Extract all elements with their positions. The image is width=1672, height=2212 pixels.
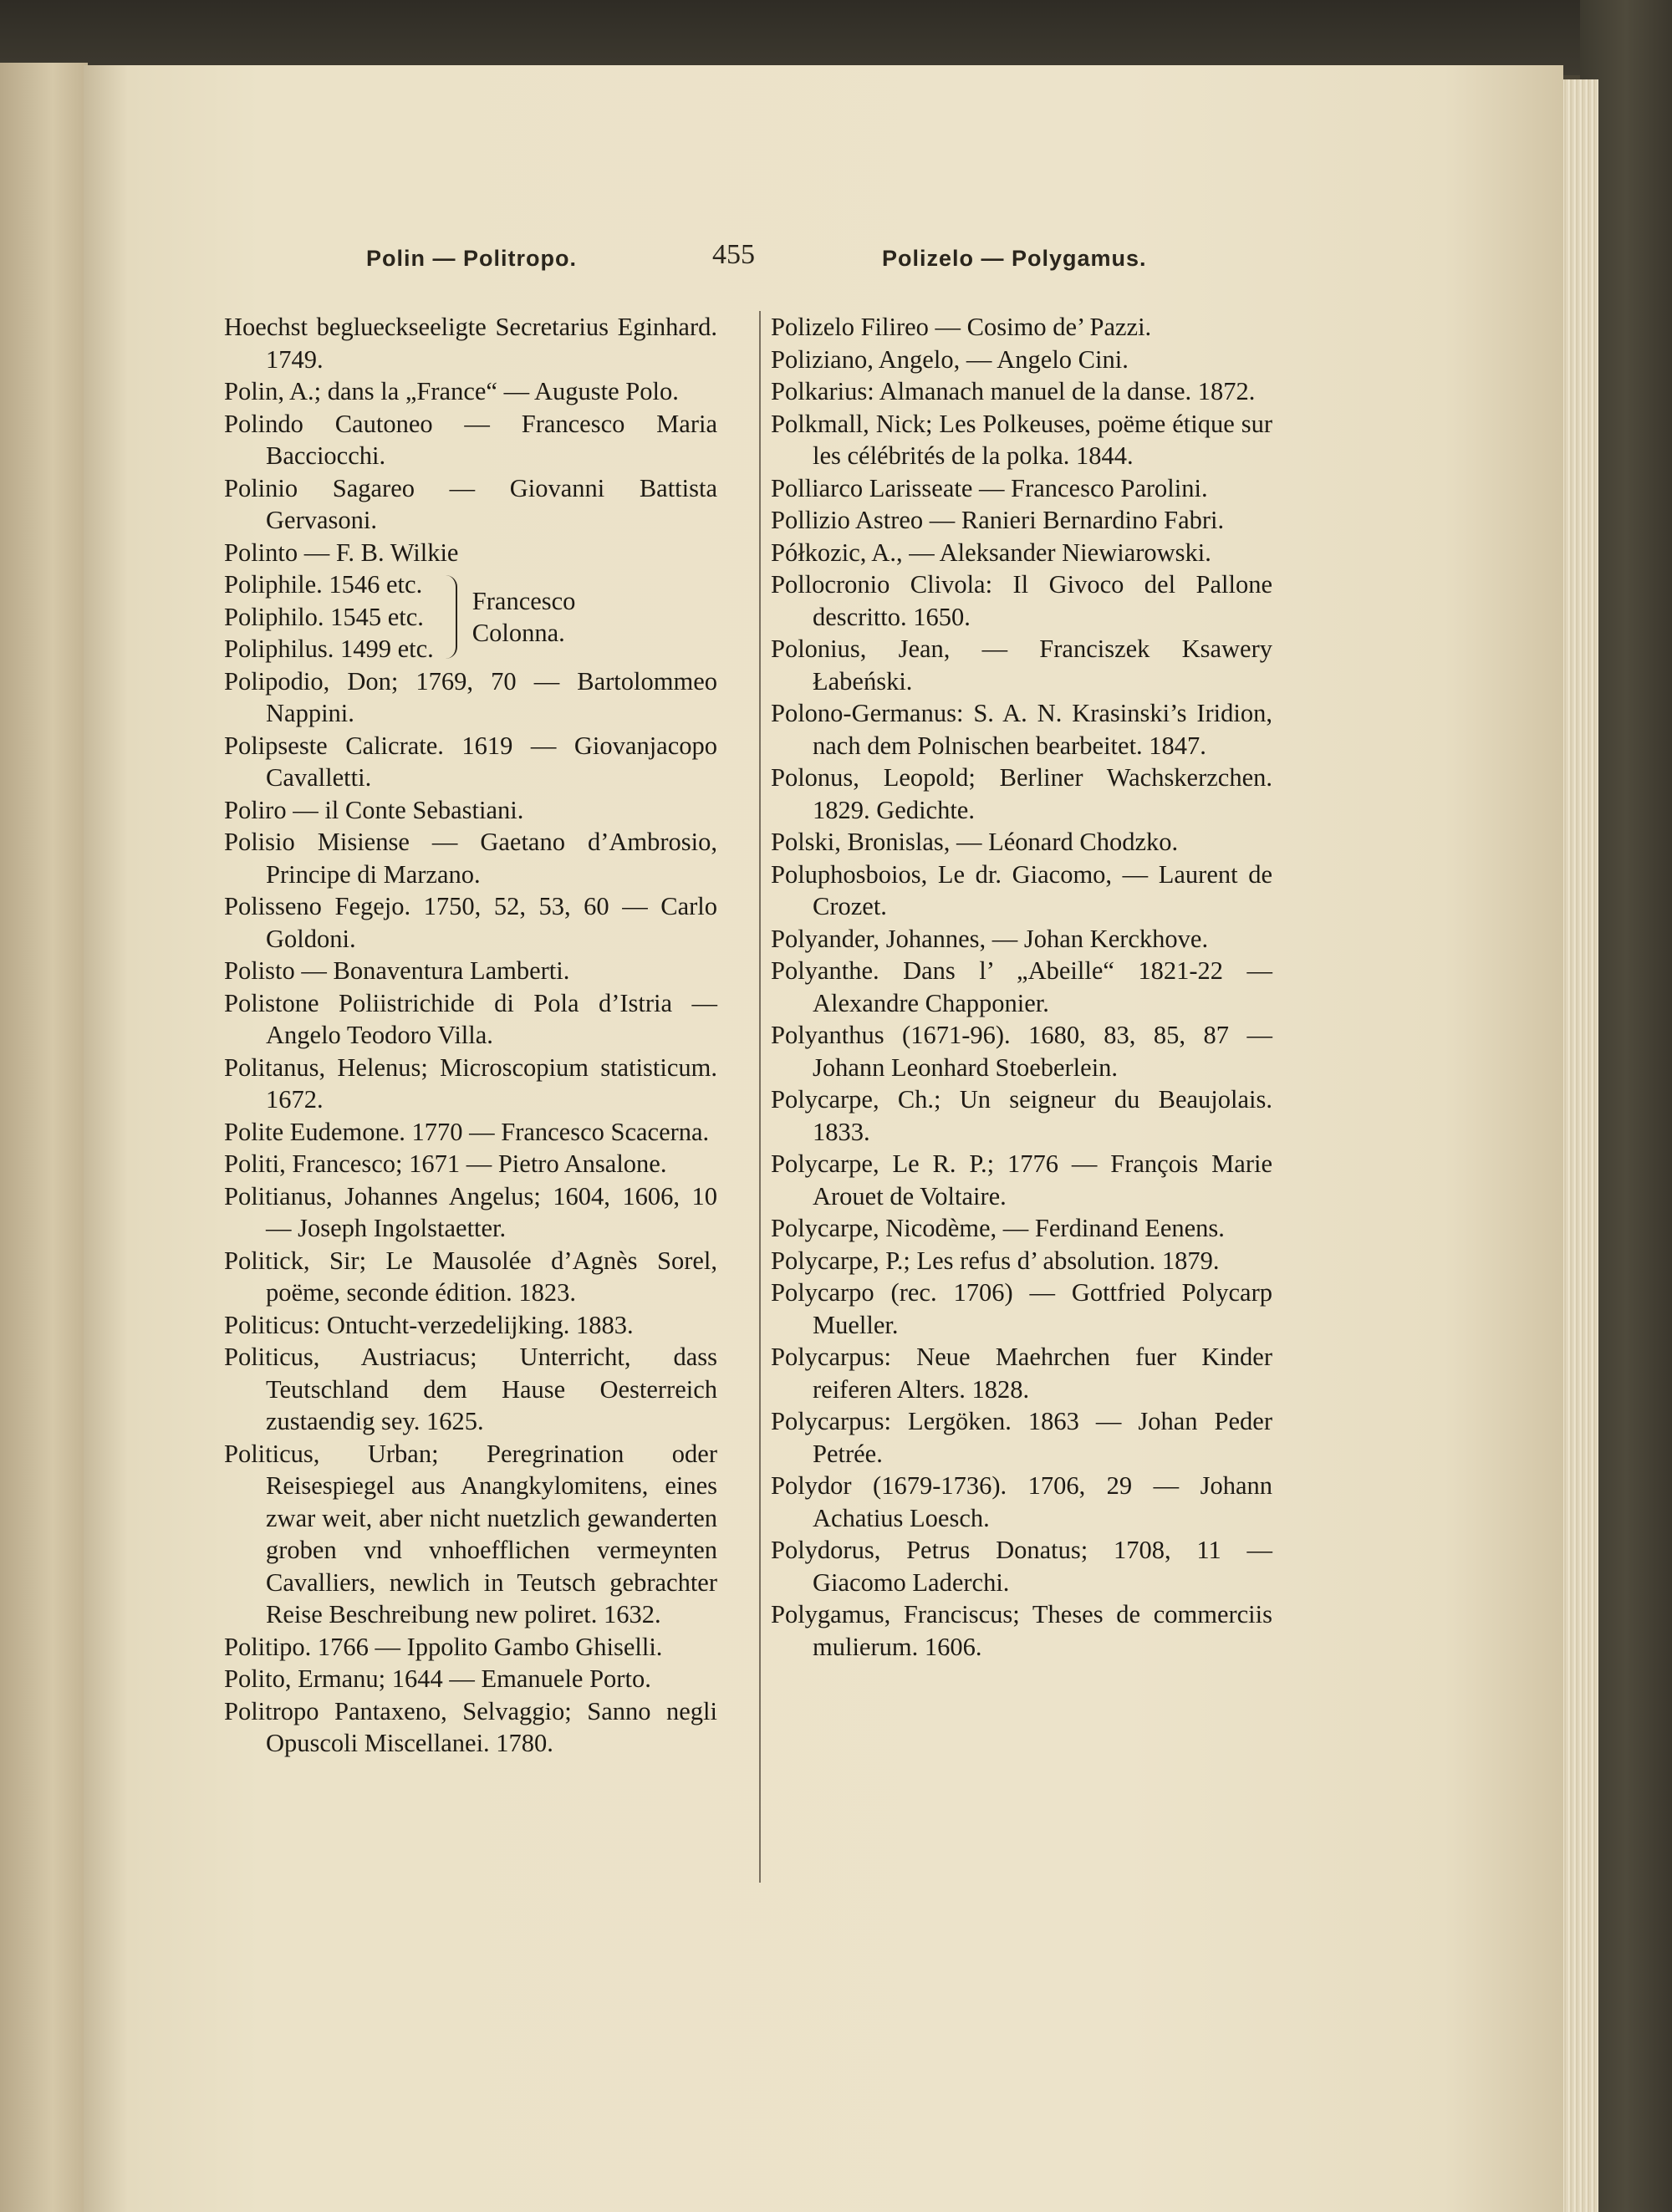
entry: Polisto — Bonaventura Lamberti. bbox=[224, 956, 570, 985]
entry: Polycarpus: Neue Maehrchen fuer Kinder reiferen Alters. 1828. bbox=[771, 1343, 1272, 1404]
entry: Polyanthus (1671-96). 1680, 83, 85, 87 — Johann Leonhard Stoeberlein. bbox=[771, 1021, 1272, 1082]
brace-target-line: Francesco bbox=[472, 586, 576, 615]
entry: Polliarco Larisseate — Francesco Parolini. bbox=[771, 473, 1208, 502]
entry: Pollizio Astreo — Ranieri Bernardino Fabri. bbox=[771, 506, 1225, 534]
running-head-right: Polizelo — Polygamus. bbox=[882, 246, 1147, 271]
running-head-left: Polin — Politropo. bbox=[366, 246, 577, 271]
brace-target bbox=[472, 585, 576, 649]
entry: Polyanthe. Dans l’ „Abeille“ 1821-22 — Alexandre Chapponier. bbox=[771, 956, 1272, 1017]
entry: Polisseno Fegejo. 1750, 52, 53, 60 — Carlo Goldoni. bbox=[224, 892, 717, 953]
entry: Polipodio, Don; 1769, 70 — Bartolommeo Nappini. bbox=[224, 666, 717, 727]
brace-lines bbox=[224, 568, 434, 665]
entry: Polistone Poliistrichide di Pola d’Istria — Angelo Teodoro Villa. bbox=[224, 988, 717, 1049]
entry: Poliphile. 1546 etc. bbox=[224, 570, 423, 599]
right-column bbox=[771, 311, 1272, 1663]
entry: Polonius, Jean, — Franciszek Ksawery Łabeński. bbox=[771, 635, 1272, 696]
entry: Polinto — F. B. Wilkie bbox=[224, 538, 459, 567]
page-number: 455 bbox=[712, 239, 755, 270]
poliphile-brace-group bbox=[224, 568, 717, 665]
entry: Polydor (1679-1736). 1706, 29 — Johann Achatius Loesch. bbox=[771, 1471, 1272, 1532]
entry: Politanus, Helenus; Microscopium statisticum. 1672. bbox=[224, 1052, 717, 1114]
entry: Politicus, Austriacus; Unterricht, dass Teutschland dem Hause Oesterreich zustaendig sey. 1625. bbox=[224, 1343, 717, 1435]
entry: Politicus: Ontucht-verzedelijking. 1883. bbox=[224, 1310, 634, 1339]
entry: Politi, Francesco; 1671 — Pietro Ansalone. bbox=[224, 1149, 667, 1178]
entry: Polygamus, Franciscus; Theses de commerciis mulierum. 1606. bbox=[771, 1600, 1272, 1661]
entry: Polycarpe, Le R. P.; 1776 — François Marie Arouet de Voltaire. bbox=[771, 1149, 1272, 1210]
previous-page-edge bbox=[0, 63, 88, 2212]
entry: Polyander, Johannes, — Johan Kerckhove. bbox=[771, 924, 1209, 953]
entry: Pollocronio Clivola: Il Givoco del Pallone descritto. 1650. bbox=[771, 570, 1272, 631]
book-binding-top bbox=[0, 0, 1672, 75]
entry: Polin, A.; dans la „France“ — Auguste Polo. bbox=[224, 377, 679, 405]
entry: Polito, Ermanu; 1644 — Emanuele Porto. bbox=[224, 1664, 651, 1693]
curly-brace bbox=[444, 575, 457, 659]
entry: Polipseste Calicrate. 1619 — Giovanjacopo Cavalletti. bbox=[224, 731, 717, 792]
entry: Polinio Sagareo — Giovanni Battista Gervasoni. bbox=[224, 473, 717, 534]
entry: Polono-Germanus: S. A. N. Krasinski’s Iridion, nach dem Polnischen bearbeitet. 1847. bbox=[771, 699, 1272, 760]
entry: Polydorus, Petrus Donatus; 1708, 11 — Giacomo Laderchi. bbox=[771, 1536, 1272, 1597]
entry: Hoechst beglueckseeligte Secretarius Eginhard. 1749. bbox=[224, 313, 717, 374]
left-column bbox=[224, 311, 717, 1760]
entry: Polkarius: Almanach manuel de la danse. 1872. bbox=[771, 377, 1256, 405]
entry: Politianus, Johannes Angelus; 1604, 1606, 10 — Joseph Ingolstaetter. bbox=[224, 1181, 717, 1242]
brace-target-line: Colonna. bbox=[472, 618, 565, 647]
entry: Politick, Sir; Le Mausolée d’Agnès Sorel, poëme, seconde édition. 1823. bbox=[224, 1246, 717, 1307]
entry: Politropo Pantaxeno, Selvaggio; Sanno negli Opuscoli Miscellanei. 1780. bbox=[224, 1696, 717, 1757]
entry: Poluphosboios, Le dr. Giacomo, — Laurent de Crozet. bbox=[771, 859, 1272, 920]
entry: Polycarpe, P.; Les refus d’ absolution. 1879. bbox=[771, 1246, 1220, 1275]
entry: Polski, Bronislas, — Léonard Chodzko. bbox=[771, 828, 1179, 856]
entry: Politicus, Urban; Peregrination oder Reisespiegel aus Anangkylomitens, eines zwar weit, aber nicht nuetzlich gewanderten groben vnd vnhoefflichen vermeynten Cavalliers, newlich in Teutsch gebrachter Reise Beschreibung new poliret. 1632. bbox=[224, 1439, 717, 1628]
entry: Poliro — il Conte Sebastiani. bbox=[224, 795, 524, 824]
column-divider bbox=[759, 311, 761, 1883]
entry: Polindo Cautoneo — Francesco Maria Bacciocchi. bbox=[224, 409, 717, 470]
entry: Polite Eudemone. 1770 — Francesco Scacerna. bbox=[224, 1117, 710, 1146]
entry: Polycarpe, Nicodème, — Ferdinand Eenens. bbox=[771, 1214, 1225, 1242]
entry: Polycarpus: Lergöken. 1863 — Johan Peder Petrée. bbox=[771, 1407, 1272, 1468]
entry: Poliphilo. 1545 etc. bbox=[224, 602, 424, 631]
entry: Politipo. 1766 — Ippolito Gambo Ghiselli. bbox=[224, 1632, 663, 1661]
entry: Półkozic, A., — Aleksander Niewiarowski. bbox=[771, 538, 1211, 567]
entry: Poliphilus. 1499 etc. bbox=[224, 635, 434, 663]
entry: Poliziano, Angelo, — Angelo Cini. bbox=[771, 344, 1129, 374]
entry: Polizelo Filireo — Cosimo de’ Pazzi. bbox=[771, 313, 1152, 341]
entry: Polonus, Leopold; Berliner Wachskerzchen. 1829. Gedichte. bbox=[771, 763, 1272, 824]
entry: Polkmall, Nick; Les Polkeuses, poëme étique sur les célébrités de la polka. 1844. bbox=[771, 409, 1272, 470]
entry: Polycarpo (rec. 1706) — Gottfried Polycarp Mueller. bbox=[771, 1278, 1272, 1339]
entry: Polycarpe, Ch.; Un seigneur du Beaujolais. 1833. bbox=[771, 1085, 1272, 1146]
entry: Polisio Misiense — Gaetano d’Ambrosio, Principe di Marzano. bbox=[224, 828, 717, 889]
